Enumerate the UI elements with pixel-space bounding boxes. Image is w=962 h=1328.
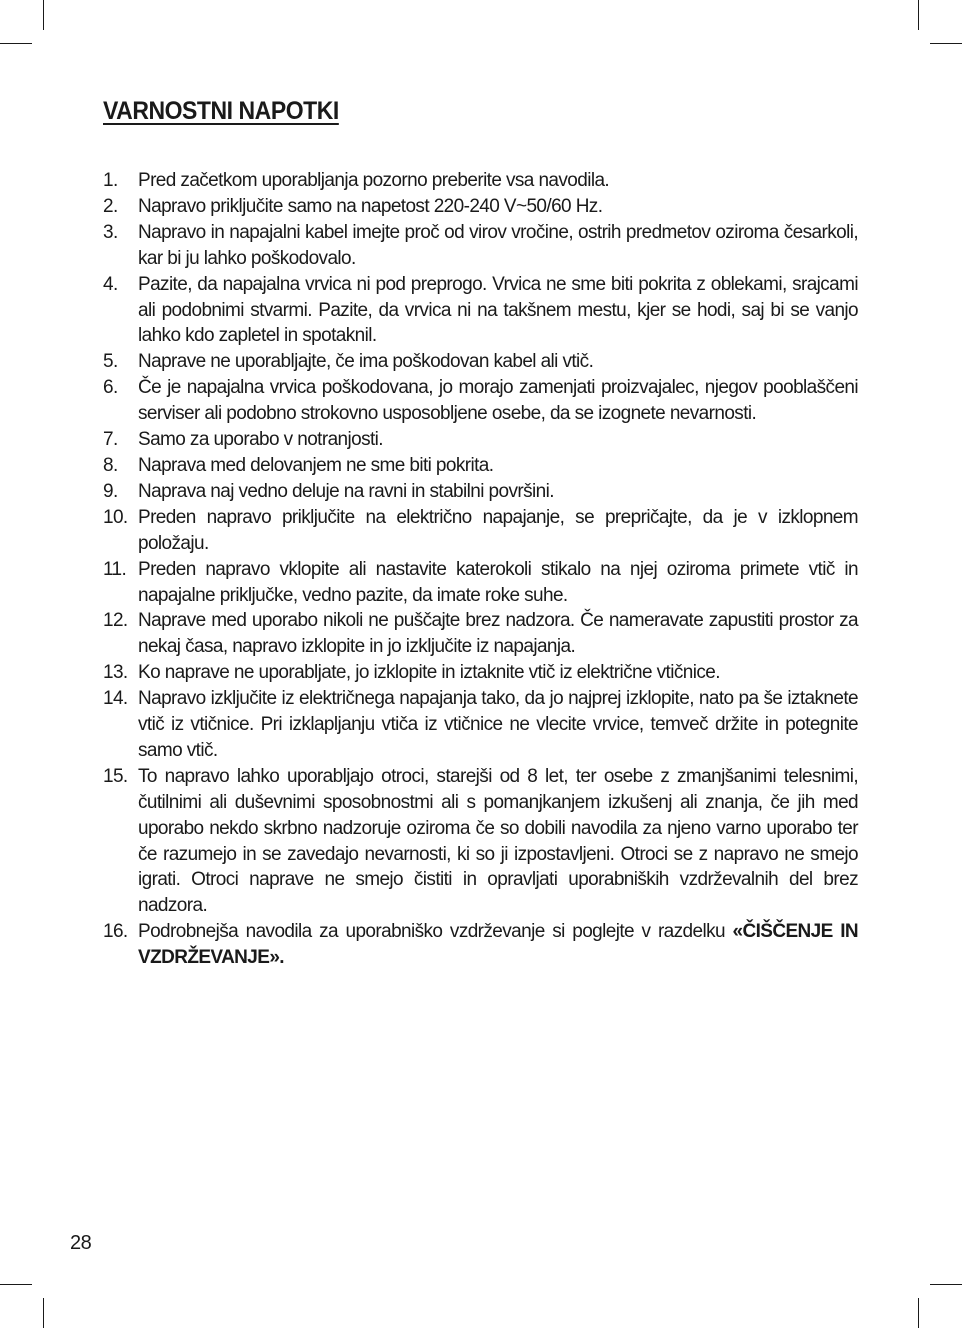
list-item	[103, 194, 858, 220]
safety-instructions-list	[103, 168, 858, 971]
item-text: Preden napravo vklopite ali nastavite katerokoli stikalo na njej oziroma primete vtič in napajalne priključke, vedno pazite, da imate roke suhe.	[138, 558, 858, 606]
item-text: Napravo priključite samo na napetost 220-240 V~50/60 Hz.	[138, 195, 603, 217]
item-text: Naprave ne uporabljajte, če ima poškodovan kabel ali vtič.	[138, 351, 594, 373]
page-title: VARNOSTNI NAPOTKI	[103, 97, 339, 125]
crop-mark-bottom-left-horizontal	[0, 1284, 32, 1285]
item-number: 10.	[103, 506, 128, 528]
crop-mark-bottom-right-vertical	[918, 1298, 919, 1328]
item-text: Podrobnejša navodila za uporabniško vzdrževanje si poglejte v razdelku	[138, 921, 733, 943]
list-item	[103, 220, 858, 272]
crop-mark-top-right-vertical	[918, 0, 919, 30]
list-item	[103, 557, 858, 609]
item-number: 8.	[103, 454, 118, 476]
list-item	[103, 453, 858, 479]
list-item	[103, 919, 858, 971]
list-item	[103, 608, 858, 660]
page-number: 28	[70, 1232, 92, 1254]
item-number: 16.	[103, 921, 128, 943]
item-text: Naprava naj vedno deluje na ravni in stabilni površini.	[138, 480, 554, 502]
item-number: 5.	[103, 351, 118, 373]
item-text: Naprava med delovanjem ne sme biti pokrita.	[138, 454, 494, 476]
item-number: 14.	[103, 688, 128, 710]
list-item	[103, 479, 858, 505]
list-item	[103, 349, 858, 375]
item-number: 15.	[103, 765, 128, 787]
item-number: 2.	[103, 195, 118, 217]
list-item	[103, 427, 858, 453]
item-text: Pazite, da napajalna vrvica ni pod preprogo. Vrvica ne sme biti pokrita z oblekami, srajcami ali podobnimi stvarmi. Pazite, da vrvica ni na takšnem mestu, kjer se hodi, saj bi se vanjo lahko kdo zapletel in spotaknil.	[138, 273, 858, 347]
section-reference: «ČIŠČENJE IN VZDRŽEVANJE».	[138, 921, 858, 969]
list-item	[103, 375, 858, 427]
list-item	[103, 505, 858, 557]
list-item	[103, 168, 858, 194]
list-item	[103, 686, 858, 764]
item-number: 11.	[103, 558, 127, 580]
item-number: 9.	[103, 480, 118, 502]
item-text: Napravo izključite iz električnega napajanja tako, da jo najprej izklopite, nato pa še iztaknete vtič iz vtičnice. Pri izklapljanju vtiča iz vtičnice ne vlecite vrvice, temveč držite in potegnite samo vtič.	[138, 688, 858, 761]
item-number: 7.	[103, 429, 118, 451]
item-number: 6.	[103, 377, 118, 399]
crop-mark-top-right-horizontal	[930, 43, 962, 44]
item-number: 3.	[103, 221, 118, 243]
crop-mark-bottom-right-horizontal	[930, 1284, 962, 1285]
list-item	[103, 272, 858, 350]
list-item	[103, 764, 858, 919]
list-item	[103, 660, 858, 686]
item-number: 1.	[103, 170, 118, 191]
crop-mark-top-left-horizontal	[0, 43, 32, 44]
item-number: 12.	[103, 610, 128, 632]
item-text: Samo za uporabo v notranjosti.	[138, 429, 383, 451]
item-number: 13.	[103, 662, 128, 684]
item-number: 4.	[103, 273, 118, 295]
item-text: Naprave med uporabo nikoli ne puščajte brez nadzora. Če nameravate zapustiti prostor za nekaj časa, napravo izklopite in jo izključite iz napajanja.	[138, 610, 858, 658]
item-text: Pred začetkom uporabljanja pozorno preberite vsa navodila.	[138, 170, 610, 191]
item-text: Ko naprave ne uporabljate, jo izklopite in iztaknite vtič iz električne vtičnice.	[138, 662, 720, 684]
crop-mark-bottom-left-vertical	[43, 1298, 44, 1328]
item-text: Napravo in napajalni kabel imejte proč od virov vročine, ostrih predmetov oziroma česarkoli, kar bi ju lahko poškodovalo.	[138, 221, 858, 269]
item-text-with-reference	[138, 919, 858, 971]
item-text: Če je napajalna vrvica poškodovana, jo morajo zamenjati proizvajalec, njegov pooblaščeni serviser ali podobno strokovno usposobljene osebe, da se izognete nevarnosti.	[138, 377, 858, 425]
item-text: To napravo lahko uporabljajo otroci, starejši od 8 let, ter osebe z zmanjšanimi telesnimi, čutilnimi ali duševnimi sposobnostmi ali s pomanjkanjem izkušenj ali znanja, če jih med uporabo nekdo skrbno nadzoruje oziroma če so dobili navodila za njeno varno uporabo ter če razumejo in se zavedajo nevarnosti, ki so ji izpostavljeni. Otroci se z napravo ne smejo igrati. Otroci naprave ne smejo čistiti in opravljati uporabniških vzdrževalnih del brez nadzora.	[138, 765, 858, 917]
crop-mark-top-left-vertical	[43, 0, 44, 30]
item-text: Preden napravo priključite na električno napajanje, se prepričajte, da je v izklopnem položaju.	[138, 506, 858, 554]
